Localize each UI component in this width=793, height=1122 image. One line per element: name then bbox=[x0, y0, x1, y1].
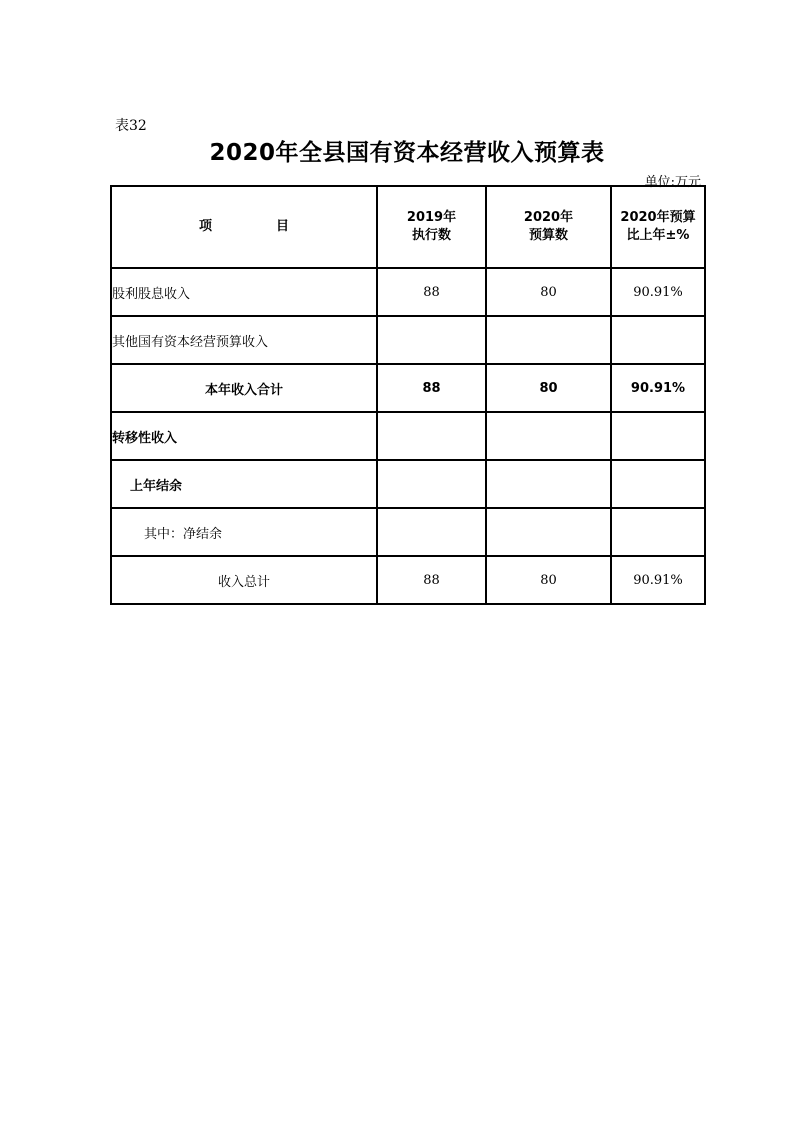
header-exec-2019-line1: 2019年 bbox=[406, 210, 457, 225]
header-pct-change bbox=[611, 186, 705, 268]
table-row bbox=[111, 412, 705, 460]
row-name: 收入总计 bbox=[111, 556, 377, 604]
header-row bbox=[111, 186, 705, 268]
row-name: 上年结余 bbox=[111, 460, 377, 508]
row-name: 其中：净结余 bbox=[111, 508, 377, 556]
row-pct bbox=[611, 412, 705, 460]
row-budget-2020 bbox=[486, 508, 611, 556]
row-exec-2019: 88 bbox=[377, 364, 486, 412]
header-exec-2019 bbox=[377, 186, 486, 268]
row-name: 转移性收入 bbox=[111, 412, 377, 460]
row-exec-2019 bbox=[377, 412, 486, 460]
header-budget-2020 bbox=[486, 186, 611, 268]
row-exec-2019: 88 bbox=[377, 556, 486, 604]
table-row-total bbox=[111, 556, 705, 604]
header-item-b: 目 bbox=[276, 219, 290, 234]
unit-label: 单位:万元 bbox=[644, 175, 701, 190]
header-budget-2020-line1: 2020年 bbox=[523, 210, 574, 225]
table-row bbox=[111, 508, 705, 556]
row-exec-2019 bbox=[377, 460, 486, 508]
row-name: 本年收入合计 bbox=[111, 364, 377, 412]
row-name: 其他国有资本经营预算收入 bbox=[111, 316, 377, 364]
table-row-subtotal bbox=[111, 364, 705, 412]
row-budget-2020 bbox=[486, 460, 611, 508]
row-budget-2020 bbox=[486, 316, 611, 364]
row-budget-2020: 80 bbox=[486, 556, 611, 604]
budget-table bbox=[110, 185, 706, 605]
row-pct: 90.91% bbox=[611, 268, 705, 316]
table-row bbox=[111, 316, 705, 364]
header-pct-change-line1: 2020年预算 bbox=[620, 210, 696, 225]
table-row bbox=[111, 268, 705, 316]
row-exec-2019 bbox=[377, 316, 486, 364]
header-budget-2020-line2: 预算数 bbox=[528, 228, 568, 243]
header-pct-change-line2: 比上年±% bbox=[626, 228, 690, 243]
row-exec-2019: 88 bbox=[377, 268, 486, 316]
row-pct: 90.91% bbox=[611, 364, 705, 412]
table-row bbox=[111, 460, 705, 508]
row-name: 股利股息收入 bbox=[111, 268, 377, 316]
row-pct bbox=[611, 316, 705, 364]
row-budget-2020: 80 bbox=[486, 364, 611, 412]
header-item-a: 项 bbox=[198, 219, 212, 234]
row-pct bbox=[611, 508, 705, 556]
row-budget-2020: 80 bbox=[486, 268, 611, 316]
row-budget-2020 bbox=[486, 412, 611, 460]
row-exec-2019 bbox=[377, 508, 486, 556]
header-item bbox=[111, 186, 377, 268]
table-number: 表32 bbox=[115, 118, 147, 134]
row-pct: 90.91% bbox=[611, 556, 705, 604]
header-exec-2019-line2: 执行数 bbox=[411, 228, 451, 243]
row-pct bbox=[611, 460, 705, 508]
page-title: 2020年全县国有资本经营收入预算表 bbox=[209, 140, 605, 166]
